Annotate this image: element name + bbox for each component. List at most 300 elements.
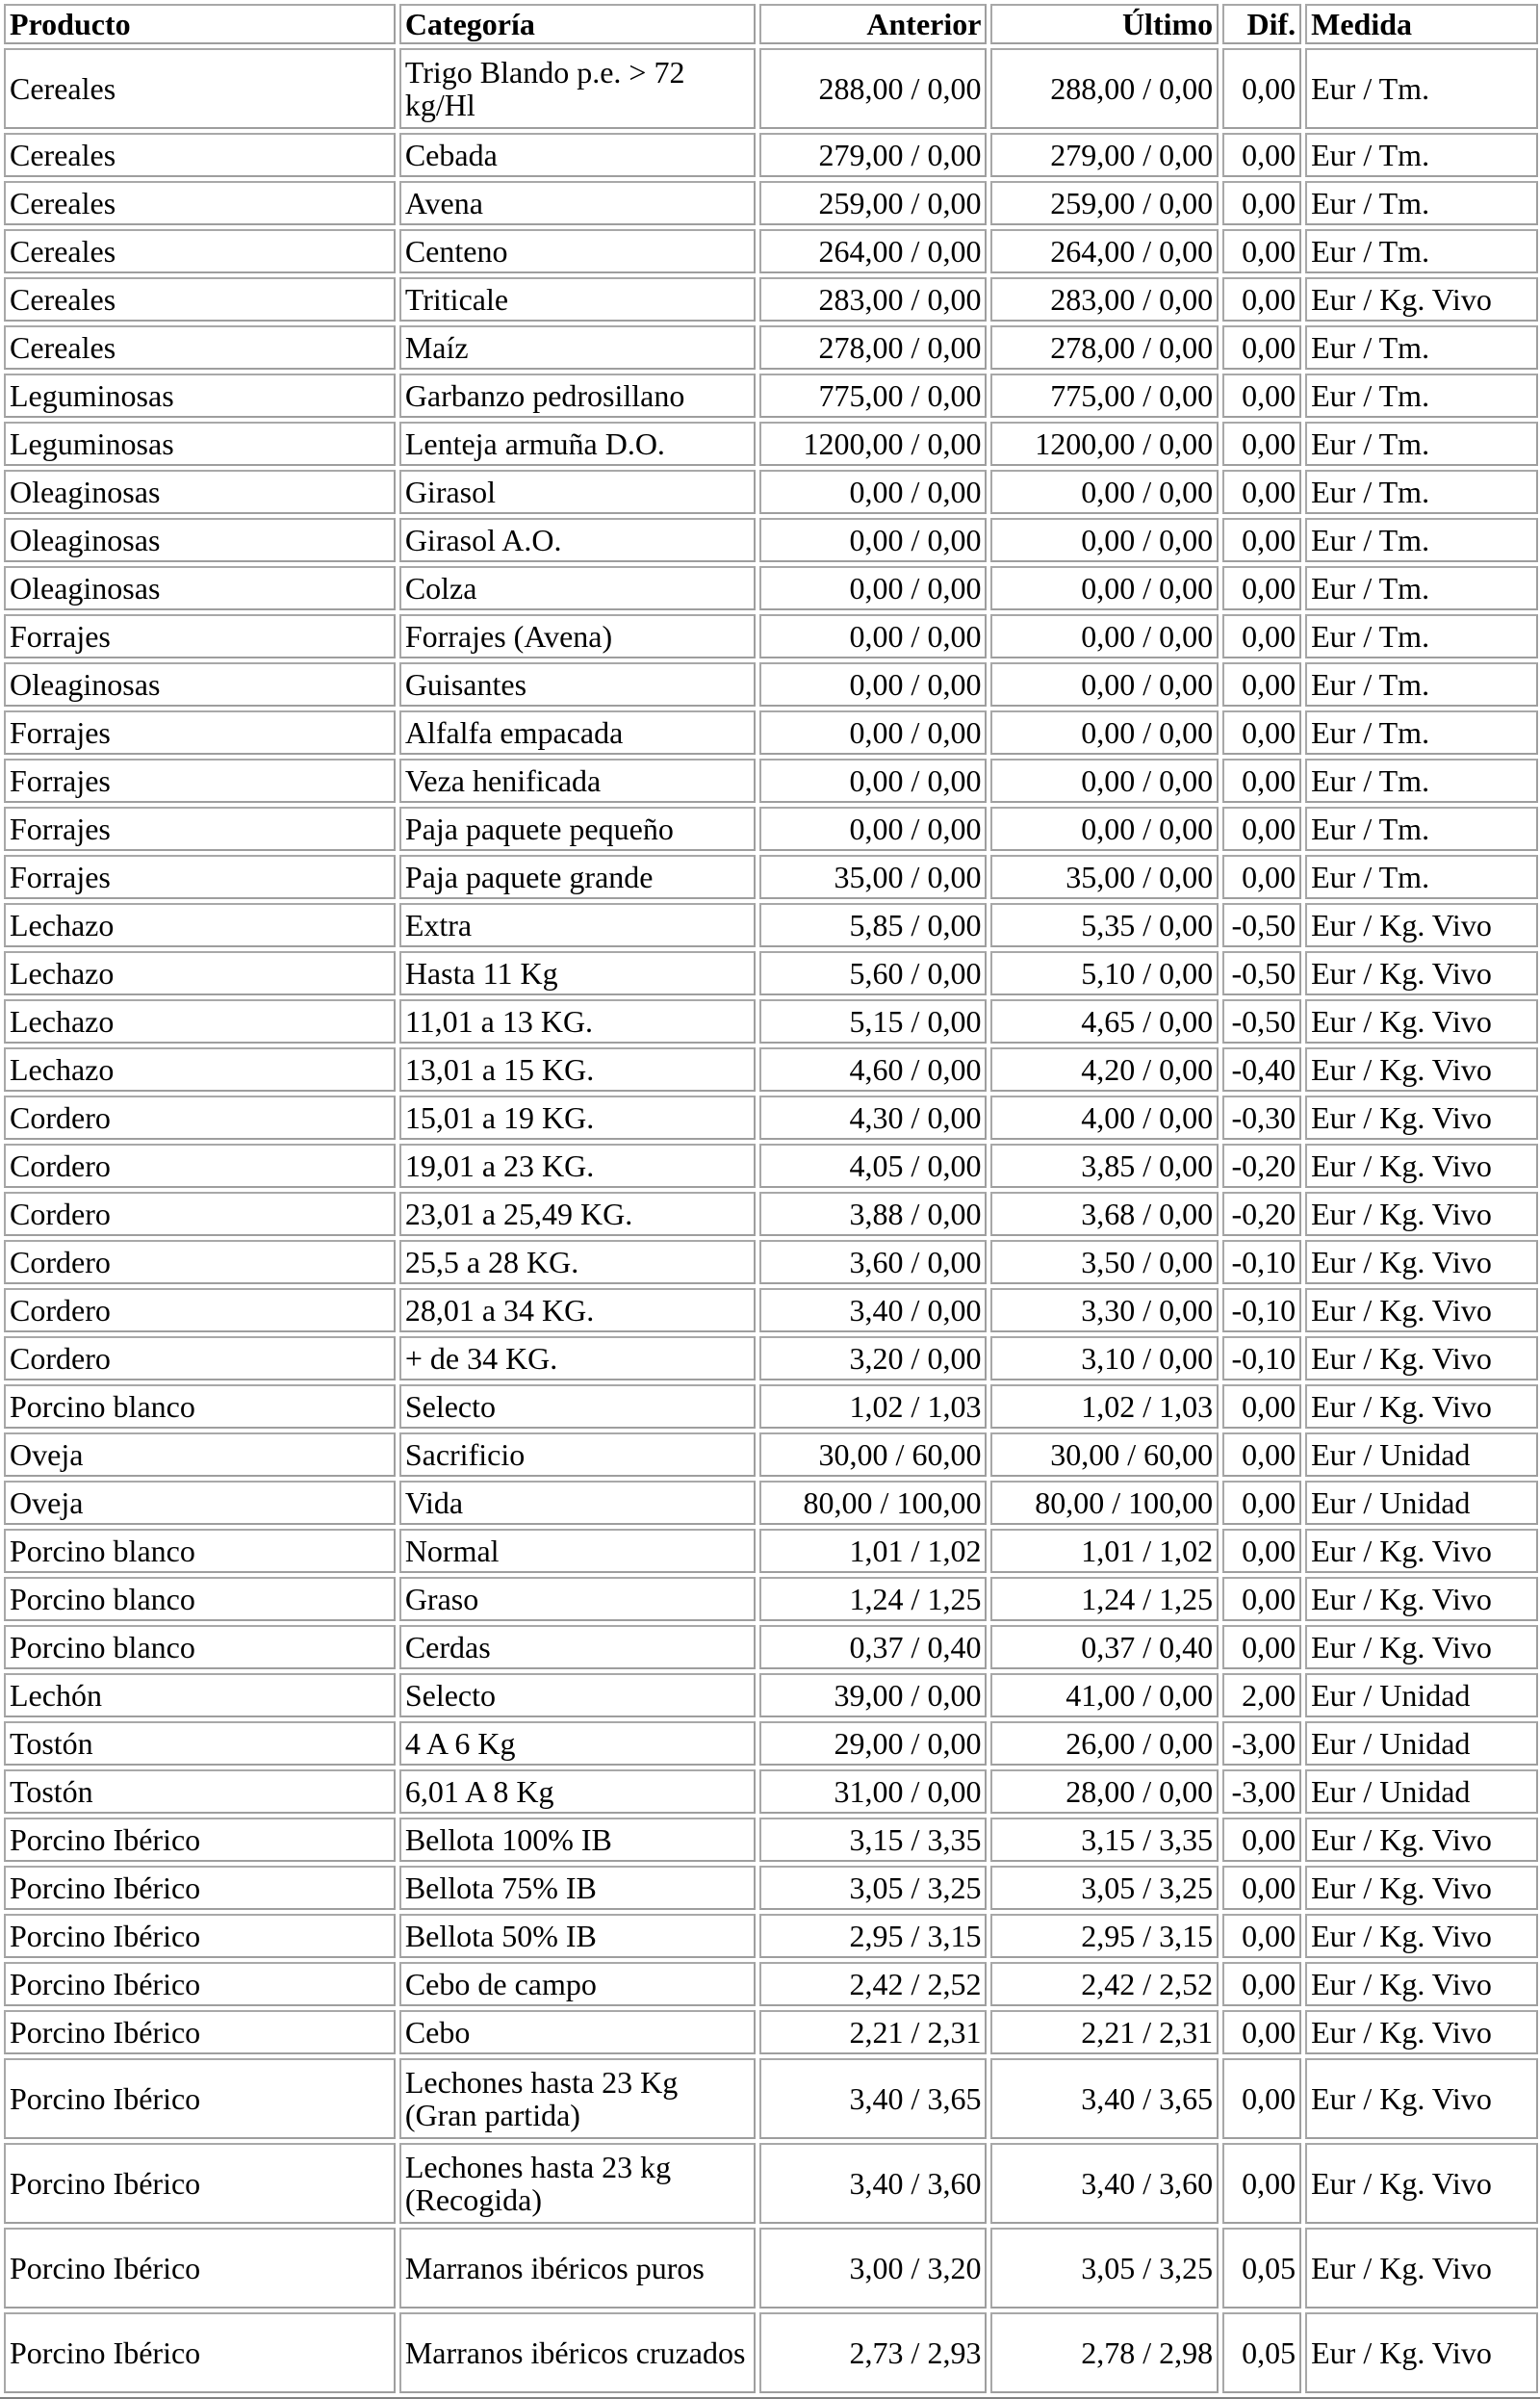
cell-categoria: Lechones hasta 23 kg (Recogida) [399, 2143, 756, 2224]
cell-anterior: 31,00 / 0,00 [759, 1769, 988, 1814]
cell-anterior: 3,88 / 0,00 [759, 1192, 988, 1236]
cell-categoria: 23,01 a 25,49 KG. [399, 1192, 756, 1236]
cell-ultimo: 264,00 / 0,00 [990, 229, 1219, 273]
cell-ultimo: 3,50 / 0,00 [990, 1240, 1219, 1284]
cell-anterior: 3,60 / 0,00 [759, 1240, 988, 1284]
cell-anterior: 2,73 / 2,93 [759, 2312, 988, 2393]
cell-categoria: Bellota 50% IB [399, 1914, 756, 1958]
cell-ultimo: 3,68 / 0,00 [990, 1192, 1219, 1236]
cell-ultimo: 2,21 / 2,31 [990, 2010, 1219, 2054]
cell-dif: 0,00 [1222, 1577, 1301, 1621]
cell-ultimo: 2,95 / 3,15 [990, 1914, 1219, 1958]
cell-medida: Eur / Kg. Vivo [1305, 1818, 1538, 1862]
table-row [4, 1818, 1538, 1862]
table-row [4, 1577, 1538, 1621]
cell-medida: Eur / Tm. [1305, 470, 1538, 514]
cell-medida: Eur / Tm. [1305, 181, 1538, 225]
cell-ultimo: 283,00 / 0,00 [990, 277, 1219, 322]
cell-medida: Eur / Kg. Vivo [1305, 1625, 1538, 1669]
cell-ultimo: 3,10 / 0,00 [990, 1336, 1219, 1380]
cell-medida: Eur / Tm. [1305, 614, 1538, 658]
cell-dif: 0,00 [1222, 759, 1301, 803]
table-row [4, 1673, 1538, 1717]
cell-dif: -0,10 [1222, 1288, 1301, 1332]
cell-medida: Eur / Kg. Vivo [1305, 2143, 1538, 2224]
cell-ultimo: 0,00 / 0,00 [990, 662, 1219, 707]
cell-medida: Eur / Kg. Vivo [1305, 1144, 1538, 1188]
cell-medida: Eur / Kg. Vivo [1305, 1914, 1538, 1958]
cell-categoria: Cebo [399, 2010, 756, 2054]
cell-categoria: Paja paquete grande [399, 855, 756, 899]
cell-producto: Oleaginosas [4, 518, 396, 562]
cell-categoria: 25,5 a 28 KG. [399, 1240, 756, 1284]
cell-categoria: Guisantes [399, 662, 756, 707]
cell-categoria: Bellota 100% IB [399, 1818, 756, 1862]
cell-medida: Eur / Tm. [1305, 710, 1538, 755]
cell-dif: 0,05 [1222, 2228, 1301, 2309]
cell-anterior: 775,00 / 0,00 [759, 374, 988, 418]
cell-medida: Eur / Kg. Vivo [1305, 1096, 1538, 1140]
cell-dif: 0,00 [1222, 1914, 1301, 1958]
cell-dif: 0,00 [1222, 710, 1301, 755]
cell-producto: Tostón [4, 1721, 396, 1766]
cell-medida: Eur / Kg. Vivo [1305, 1047, 1538, 1092]
header-ultimo: Último [990, 4, 1219, 44]
cell-dif: 0,00 [1222, 325, 1301, 370]
cell-anterior: 2,21 / 2,31 [759, 2010, 988, 2054]
cell-categoria: Veza henificada [399, 759, 756, 803]
cell-anterior: 2,42 / 2,52 [759, 1962, 988, 2006]
cell-ultimo: 3,40 / 3,60 [990, 2143, 1219, 2224]
table-row [4, 181, 1538, 225]
cell-producto: Lechazo [4, 951, 396, 995]
cell-producto: Porcino Ibérico [4, 2228, 396, 2309]
cell-dif: 2,00 [1222, 1673, 1301, 1717]
cell-categoria: Avena [399, 181, 756, 225]
cell-dif: 0,00 [1222, 807, 1301, 851]
cell-anterior: 0,00 / 0,00 [759, 807, 988, 851]
cell-dif: 0,00 [1222, 470, 1301, 514]
cell-dif: 0,00 [1222, 48, 1301, 129]
cell-ultimo: 2,78 / 2,98 [990, 2312, 1219, 2393]
cell-dif: 0,00 [1222, 374, 1301, 418]
cell-ultimo: 28,00 / 0,00 [990, 1769, 1219, 1814]
cell-producto: Forrajes [4, 855, 396, 899]
cell-categoria: + de 34 KG. [399, 1336, 756, 1380]
cell-medida: Eur / Kg. Vivo [1305, 1192, 1538, 1236]
cell-producto: Cordero [4, 1096, 396, 1140]
cell-anterior: 3,40 / 3,60 [759, 2143, 988, 2224]
cell-dif: 0,00 [1222, 2143, 1301, 2224]
cell-anterior: 2,95 / 3,15 [759, 1914, 988, 1958]
cell-anterior: 288,00 / 0,00 [759, 48, 988, 129]
cell-producto: Cordero [4, 1240, 396, 1284]
cell-categoria: Cebo de campo [399, 1962, 756, 2006]
cell-dif: -3,00 [1222, 1721, 1301, 1766]
cell-ultimo: 1,02 / 1,03 [990, 1384, 1219, 1429]
cell-anterior: 80,00 / 100,00 [759, 1481, 988, 1525]
cell-medida: Eur / Tm. [1305, 662, 1538, 707]
table-row [4, 1962, 1538, 2006]
cell-categoria: 19,01 a 23 KG. [399, 1144, 756, 1188]
cell-anterior: 3,00 / 3,20 [759, 2228, 988, 2309]
cell-ultimo: 1,01 / 1,02 [990, 1529, 1219, 1573]
table-row [4, 1721, 1538, 1766]
cell-dif: 0,00 [1222, 1529, 1301, 1573]
table-row [4, 1769, 1538, 1814]
cell-producto: Porcino Ibérico [4, 1914, 396, 1958]
cell-dif: 0,00 [1222, 2010, 1301, 2054]
cell-ultimo: 0,37 / 0,40 [990, 1625, 1219, 1669]
table-row [4, 566, 1538, 610]
header-dif: Dif. [1222, 4, 1301, 44]
cell-ultimo: 2,42 / 2,52 [990, 1962, 1219, 2006]
cell-medida: Eur / Kg. Vivo [1305, 2010, 1538, 2054]
cell-categoria: Graso [399, 1577, 756, 1621]
cell-producto: Porcino blanco [4, 1625, 396, 1669]
cell-medida: Eur / Tm. [1305, 759, 1538, 803]
cell-dif: -0,50 [1222, 951, 1301, 995]
cell-ultimo: 41,00 / 0,00 [990, 1673, 1219, 1717]
cell-producto: Oveja [4, 1432, 396, 1477]
cell-anterior: 279,00 / 0,00 [759, 133, 988, 177]
cell-dif: 0,00 [1222, 229, 1301, 273]
cell-categoria: 11,01 a 13 KG. [399, 999, 756, 1044]
table-row [4, 1240, 1538, 1284]
cell-categoria: 4 A 6 Kg [399, 1721, 756, 1766]
cell-ultimo: 0,00 / 0,00 [990, 518, 1219, 562]
cell-medida: Eur / Kg. Vivo [1305, 277, 1538, 322]
header-medida: Medida [1305, 4, 1538, 44]
cell-producto: Lechón [4, 1673, 396, 1717]
cell-dif: 0,00 [1222, 662, 1301, 707]
cell-producto: Leguminosas [4, 422, 396, 466]
table-row [4, 1529, 1538, 1573]
cell-ultimo: 3,05 / 3,25 [990, 2228, 1219, 2309]
cell-anterior: 5,15 / 0,00 [759, 999, 988, 1044]
cell-categoria: Marranos ibéricos cruzados [399, 2312, 756, 2393]
cell-anterior: 30,00 / 60,00 [759, 1432, 988, 1477]
cell-anterior: 3,40 / 0,00 [759, 1288, 988, 1332]
cell-anterior: 0,00 / 0,00 [759, 759, 988, 803]
cell-dif: -0,20 [1222, 1192, 1301, 1236]
table-row [4, 518, 1538, 562]
table-row [4, 903, 1538, 947]
cell-categoria: Garbanzo pedrosillano [399, 374, 756, 418]
cell-categoria: Vida [399, 1481, 756, 1525]
cell-anterior: 4,30 / 0,00 [759, 1096, 988, 1140]
table-row [4, 1336, 1538, 1380]
cell-producto: Porcino Ibérico [4, 2058, 396, 2139]
cell-ultimo: 1200,00 / 0,00 [990, 422, 1219, 466]
table-row [4, 1432, 1538, 1477]
cell-producto: Porcino blanco [4, 1529, 396, 1573]
table-row [4, 2143, 1538, 2224]
cell-medida: Eur / Kg. Vivo [1305, 2312, 1538, 2393]
table-body [4, 48, 1538, 2393]
cell-medida: Eur / Tm. [1305, 566, 1538, 610]
cell-anterior: 0,00 / 0,00 [759, 470, 988, 514]
cell-producto: Cereales [4, 229, 396, 273]
table-row [4, 1096, 1538, 1140]
cell-ultimo: 26,00 / 0,00 [990, 1721, 1219, 1766]
cell-dif: 0,00 [1222, 614, 1301, 658]
table-row [4, 1625, 1538, 1669]
table-row [4, 1866, 1538, 1910]
cell-dif: 0,00 [1222, 1432, 1301, 1477]
table-row [4, 1192, 1538, 1236]
table-row [4, 662, 1538, 707]
cell-categoria: Colza [399, 566, 756, 610]
table-row [4, 1144, 1538, 1188]
cell-categoria: Cebada [399, 133, 756, 177]
cell-ultimo: 3,15 / 3,35 [990, 1818, 1219, 1862]
cell-producto: Cordero [4, 1192, 396, 1236]
cell-producto: Porcino Ibérico [4, 2143, 396, 2224]
cell-producto: Lechazo [4, 1047, 396, 1092]
cell-anterior: 0,00 / 0,00 [759, 518, 988, 562]
cell-dif: 0,05 [1222, 2312, 1301, 2393]
table-row [4, 1384, 1538, 1429]
cell-ultimo: 1,24 / 1,25 [990, 1577, 1219, 1621]
table-row [4, 2010, 1538, 2054]
cell-dif: 0,00 [1222, 277, 1301, 322]
cell-dif: 0,00 [1222, 1625, 1301, 1669]
table-row [4, 710, 1538, 755]
cell-producto: Cereales [4, 48, 396, 129]
cell-ultimo: 0,00 / 0,00 [990, 470, 1219, 514]
cell-producto: Cordero [4, 1288, 396, 1332]
cell-categoria: Alfalfa empacada [399, 710, 756, 755]
cell-anterior: 1200,00 / 0,00 [759, 422, 988, 466]
cell-anterior: 278,00 / 0,00 [759, 325, 988, 370]
cell-producto: Porcino Ibérico [4, 2312, 396, 2393]
cell-producto: Cordero [4, 1144, 396, 1188]
cell-categoria: Extra [399, 903, 756, 947]
table-row [4, 1914, 1538, 1958]
header-categoria: Categoría [399, 4, 756, 44]
cell-medida: Eur / Kg. Vivo [1305, 1240, 1538, 1284]
cell-producto: Lechazo [4, 903, 396, 947]
cell-producto: Porcino blanco [4, 1384, 396, 1429]
cell-medida: Eur / Tm. [1305, 325, 1538, 370]
table-row [4, 422, 1538, 466]
table-row [4, 951, 1538, 995]
table-row [4, 374, 1538, 418]
cell-ultimo: 5,10 / 0,00 [990, 951, 1219, 995]
cell-anterior: 0,00 / 0,00 [759, 662, 988, 707]
cell-ultimo: 3,85 / 0,00 [990, 1144, 1219, 1188]
cell-producto: Forrajes [4, 710, 396, 755]
cell-medida: Eur / Unidad [1305, 1432, 1538, 1477]
cell-ultimo: 279,00 / 0,00 [990, 133, 1219, 177]
cell-ultimo: 0,00 / 0,00 [990, 710, 1219, 755]
table-row [4, 1288, 1538, 1332]
cell-categoria: 15,01 a 19 KG. [399, 1096, 756, 1140]
cell-medida: Eur / Unidad [1305, 1721, 1538, 1766]
cell-producto: Porcino Ibérico [4, 1962, 396, 2006]
cell-producto: Cereales [4, 133, 396, 177]
table-row [4, 48, 1538, 129]
cell-anterior: 4,05 / 0,00 [759, 1144, 988, 1188]
table-row [4, 133, 1538, 177]
cell-medida: Eur / Tm. [1305, 807, 1538, 851]
cell-ultimo: 3,30 / 0,00 [990, 1288, 1219, 1332]
cell-categoria: Maíz [399, 325, 756, 370]
cell-medida: Eur / Unidad [1305, 1673, 1538, 1717]
cell-producto: Cereales [4, 181, 396, 225]
cell-medida: Eur / Unidad [1305, 1481, 1538, 1525]
cell-producto: Cereales [4, 277, 396, 322]
cell-ultimo: 278,00 / 0,00 [990, 325, 1219, 370]
cell-medida: Eur / Kg. Vivo [1305, 2058, 1538, 2139]
cell-producto: Cereales [4, 325, 396, 370]
cell-categoria: Bellota 75% IB [399, 1866, 756, 1910]
cell-anterior: 1,01 / 1,02 [759, 1529, 988, 1573]
table-row [4, 1481, 1538, 1525]
cell-anterior: 0,00 / 0,00 [759, 614, 988, 658]
cell-producto: Tostón [4, 1769, 396, 1814]
cell-categoria: Sacrificio [399, 1432, 756, 1477]
cell-anterior: 1,02 / 1,03 [759, 1384, 988, 1429]
cell-producto: Porcino blanco [4, 1577, 396, 1621]
cell-ultimo: 4,20 / 0,00 [990, 1047, 1219, 1092]
cell-medida: Eur / Tm. [1305, 229, 1538, 273]
cell-anterior: 5,85 / 0,00 [759, 903, 988, 947]
cell-dif: -0,50 [1222, 999, 1301, 1044]
cell-categoria: 13,01 a 15 KG. [399, 1047, 756, 1092]
cell-categoria: Lenteja armuña D.O. [399, 422, 756, 466]
cell-ultimo: 0,00 / 0,00 [990, 759, 1219, 803]
table-row [4, 2312, 1538, 2393]
cell-producto: Oleaginosas [4, 662, 396, 707]
table-row [4, 325, 1538, 370]
cell-anterior: 0,00 / 0,00 [759, 710, 988, 755]
cell-anterior: 29,00 / 0,00 [759, 1721, 988, 1766]
cell-anterior: 39,00 / 0,00 [759, 1673, 988, 1717]
cell-medida: Eur / Kg. Vivo [1305, 951, 1538, 995]
cell-ultimo: 35,00 / 0,00 [990, 855, 1219, 899]
cell-anterior: 264,00 / 0,00 [759, 229, 988, 273]
cell-medida: Eur / Unidad [1305, 1769, 1538, 1814]
header-producto: Producto [4, 4, 396, 44]
cell-dif: -0,10 [1222, 1240, 1301, 1284]
table-row [4, 229, 1538, 273]
cell-dif: -0,30 [1222, 1096, 1301, 1140]
cell-categoria: 6,01 A 8 Kg [399, 1769, 756, 1814]
cell-producto: Porcino Ibérico [4, 2010, 396, 2054]
cell-anterior: 0,00 / 0,00 [759, 566, 988, 610]
cell-ultimo: 288,00 / 0,00 [990, 48, 1219, 129]
cell-dif: 0,00 [1222, 133, 1301, 177]
cell-producto: Forrajes [4, 759, 396, 803]
cell-medida: Eur / Kg. Vivo [1305, 2228, 1538, 2309]
cell-producto: Forrajes [4, 807, 396, 851]
table-row [4, 759, 1538, 803]
cell-ultimo: 3,40 / 3,65 [990, 2058, 1219, 2139]
cell-producto: Oleaginosas [4, 566, 396, 610]
cell-medida: Eur / Tm. [1305, 855, 1538, 899]
cell-categoria: 28,01 a 34 KG. [399, 1288, 756, 1332]
cell-dif: 0,00 [1222, 422, 1301, 466]
cell-medida: Eur / Tm. [1305, 133, 1538, 177]
cell-categoria: Girasol [399, 470, 756, 514]
cell-ultimo: 0,00 / 0,00 [990, 807, 1219, 851]
cell-categoria: Lechones hasta 23 Kg (Gran partida) [399, 2058, 756, 2139]
cell-producto: Oveja [4, 1481, 396, 1525]
cell-categoria: Triticale [399, 277, 756, 322]
cell-anterior: 5,60 / 0,00 [759, 951, 988, 995]
cell-producto: Porcino Ibérico [4, 1818, 396, 1862]
cell-ultimo: 3,05 / 3,25 [990, 1866, 1219, 1910]
table-row [4, 470, 1538, 514]
cell-dif: -0,50 [1222, 903, 1301, 947]
cell-ultimo: 4,65 / 0,00 [990, 999, 1219, 1044]
cell-categoria: Trigo Blando p.e. > 72 kg/Hl [399, 48, 756, 129]
cell-ultimo: 775,00 / 0,00 [990, 374, 1219, 418]
cell-producto: Lechazo [4, 999, 396, 1044]
table-row [4, 1047, 1538, 1092]
cell-medida: Eur / Tm. [1305, 518, 1538, 562]
cell-categoria: Normal [399, 1529, 756, 1573]
cell-medida: Eur / Kg. Vivo [1305, 1866, 1538, 1910]
cell-ultimo: 5,35 / 0,00 [990, 903, 1219, 947]
table-row [4, 999, 1538, 1044]
cell-producto: Leguminosas [4, 374, 396, 418]
cell-medida: Eur / Kg. Vivo [1305, 999, 1538, 1044]
cell-anterior: 283,00 / 0,00 [759, 277, 988, 322]
cell-anterior: 4,60 / 0,00 [759, 1047, 988, 1092]
cell-anterior: 3,40 / 3,65 [759, 2058, 988, 2139]
cell-dif: 0,00 [1222, 1962, 1301, 2006]
cell-dif: -0,20 [1222, 1144, 1301, 1188]
table-row [4, 807, 1538, 851]
table-row [4, 614, 1538, 658]
cell-anterior: 3,15 / 3,35 [759, 1818, 988, 1862]
cell-producto: Forrajes [4, 614, 396, 658]
table-row [4, 277, 1538, 322]
cell-ultimo: 0,00 / 0,00 [990, 566, 1219, 610]
cell-dif: -3,00 [1222, 1769, 1301, 1814]
cell-categoria: Hasta 11 Kg [399, 951, 756, 995]
cell-dif: 0,00 [1222, 566, 1301, 610]
cell-ultimo: 80,00 / 100,00 [990, 1481, 1219, 1525]
cell-categoria: Paja paquete pequeño [399, 807, 756, 851]
cell-categoria: Girasol A.O. [399, 518, 756, 562]
cell-categoria: Marranos ibéricos puros [399, 2228, 756, 2309]
table-row [4, 855, 1538, 899]
cell-categoria: Selecto [399, 1384, 756, 1429]
cell-medida: Eur / Tm. [1305, 48, 1538, 129]
cell-producto: Cordero [4, 1336, 396, 1380]
header-anterior: Anterior [759, 4, 988, 44]
cell-dif: 0,00 [1222, 1481, 1301, 1525]
cell-anterior: 0,37 / 0,40 [759, 1625, 988, 1669]
cell-anterior: 1,24 / 1,25 [759, 1577, 988, 1621]
cell-medida: Eur / Kg. Vivo [1305, 1577, 1538, 1621]
cell-anterior: 259,00 / 0,00 [759, 181, 988, 225]
cell-anterior: 35,00 / 0,00 [759, 855, 988, 899]
cell-dif: 0,00 [1222, 518, 1301, 562]
cell-medida: Eur / Kg. Vivo [1305, 1288, 1538, 1332]
cell-anterior: 3,05 / 3,25 [759, 1866, 988, 1910]
cell-dif: 0,00 [1222, 855, 1301, 899]
table-row [4, 2058, 1538, 2139]
cell-medida: Eur / Kg. Vivo [1305, 1336, 1538, 1380]
cell-ultimo: 0,00 / 0,00 [990, 614, 1219, 658]
header-row [4, 4, 1538, 44]
cell-producto: Porcino Ibérico [4, 1866, 396, 1910]
